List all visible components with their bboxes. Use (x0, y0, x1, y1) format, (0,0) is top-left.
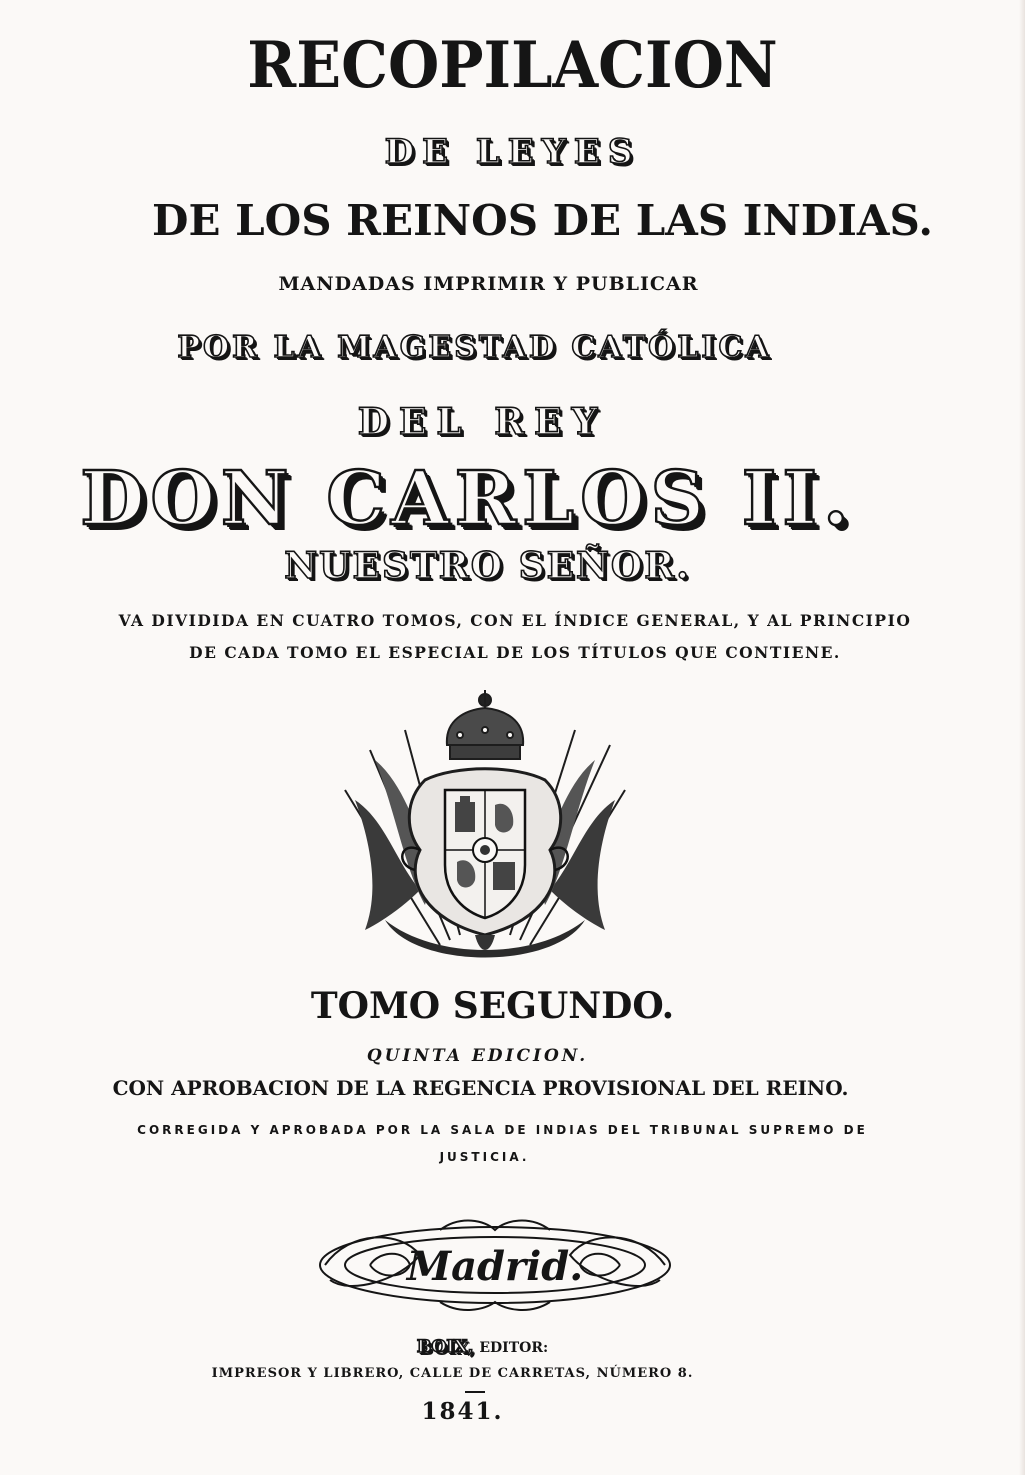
line-del-rey: DEL REY (357, 401, 608, 443)
year-rule (465, 1391, 485, 1393)
description-line-2: DE CADA TOMO EL ESPECIAL DE LOS TÍTULOS QUE CONTIENE. (189, 643, 841, 662)
edition-label: QUINTA EDICION. (366, 1046, 589, 1066)
publication-year: 1841. (421, 1398, 504, 1425)
line-nuestro-senor: NUESTRO SEÑOR. (284, 545, 691, 587)
publisher-line (0, 1337, 995, 1357)
line-don-carlos: DON CARLOS II. (80, 456, 855, 542)
publisher-address: IMPRESOR Y LIBRERO, CALLE DE CARRETAS, NÚMERO 8. (211, 1366, 694, 1381)
correction-line-2: JUSTICIA. (439, 1150, 530, 1164)
publisher-name: BOIX, (416, 1337, 474, 1357)
place-name: Madrid. (406, 1243, 584, 1290)
royal-coat-of-arms-icon (325, 690, 645, 980)
approval-line: CON APROBACION DE LA REGENCIA PROVISIONAL DEL REINO. (112, 1076, 849, 1100)
line-mandadas: MANDADAS IMPRIMIR Y PUBLICAR (278, 273, 699, 295)
main-title: RECOPILACION (247, 28, 778, 103)
description-line-1: VA DIVIDIDA EN CUATRO TOMOS, CON EL ÍNDICE GENERAL, Y AL PRINCIPIO (118, 611, 912, 630)
subtitle-reinos-indias: DE LOS REINOS DE LAS INDIAS. (152, 196, 933, 245)
subtitle-de-leyes: DE LEYES (384, 132, 641, 172)
description-paragraph (70, 605, 960, 669)
line-magestad-catolica: POR LA MAGESTAD CATÓLICA (177, 330, 772, 365)
publisher-role: EDITOR: (479, 1340, 549, 1356)
volume-title: TOMO SEGUNDO. (310, 985, 675, 1027)
madrid-calligraphy-ornament (310, 1210, 680, 1320)
correction-line-1: CORREGIDA Y APROBADA POR LA SALA DE INDIAS DEL TRIBUNAL SUPREMO DE (137, 1123, 868, 1137)
